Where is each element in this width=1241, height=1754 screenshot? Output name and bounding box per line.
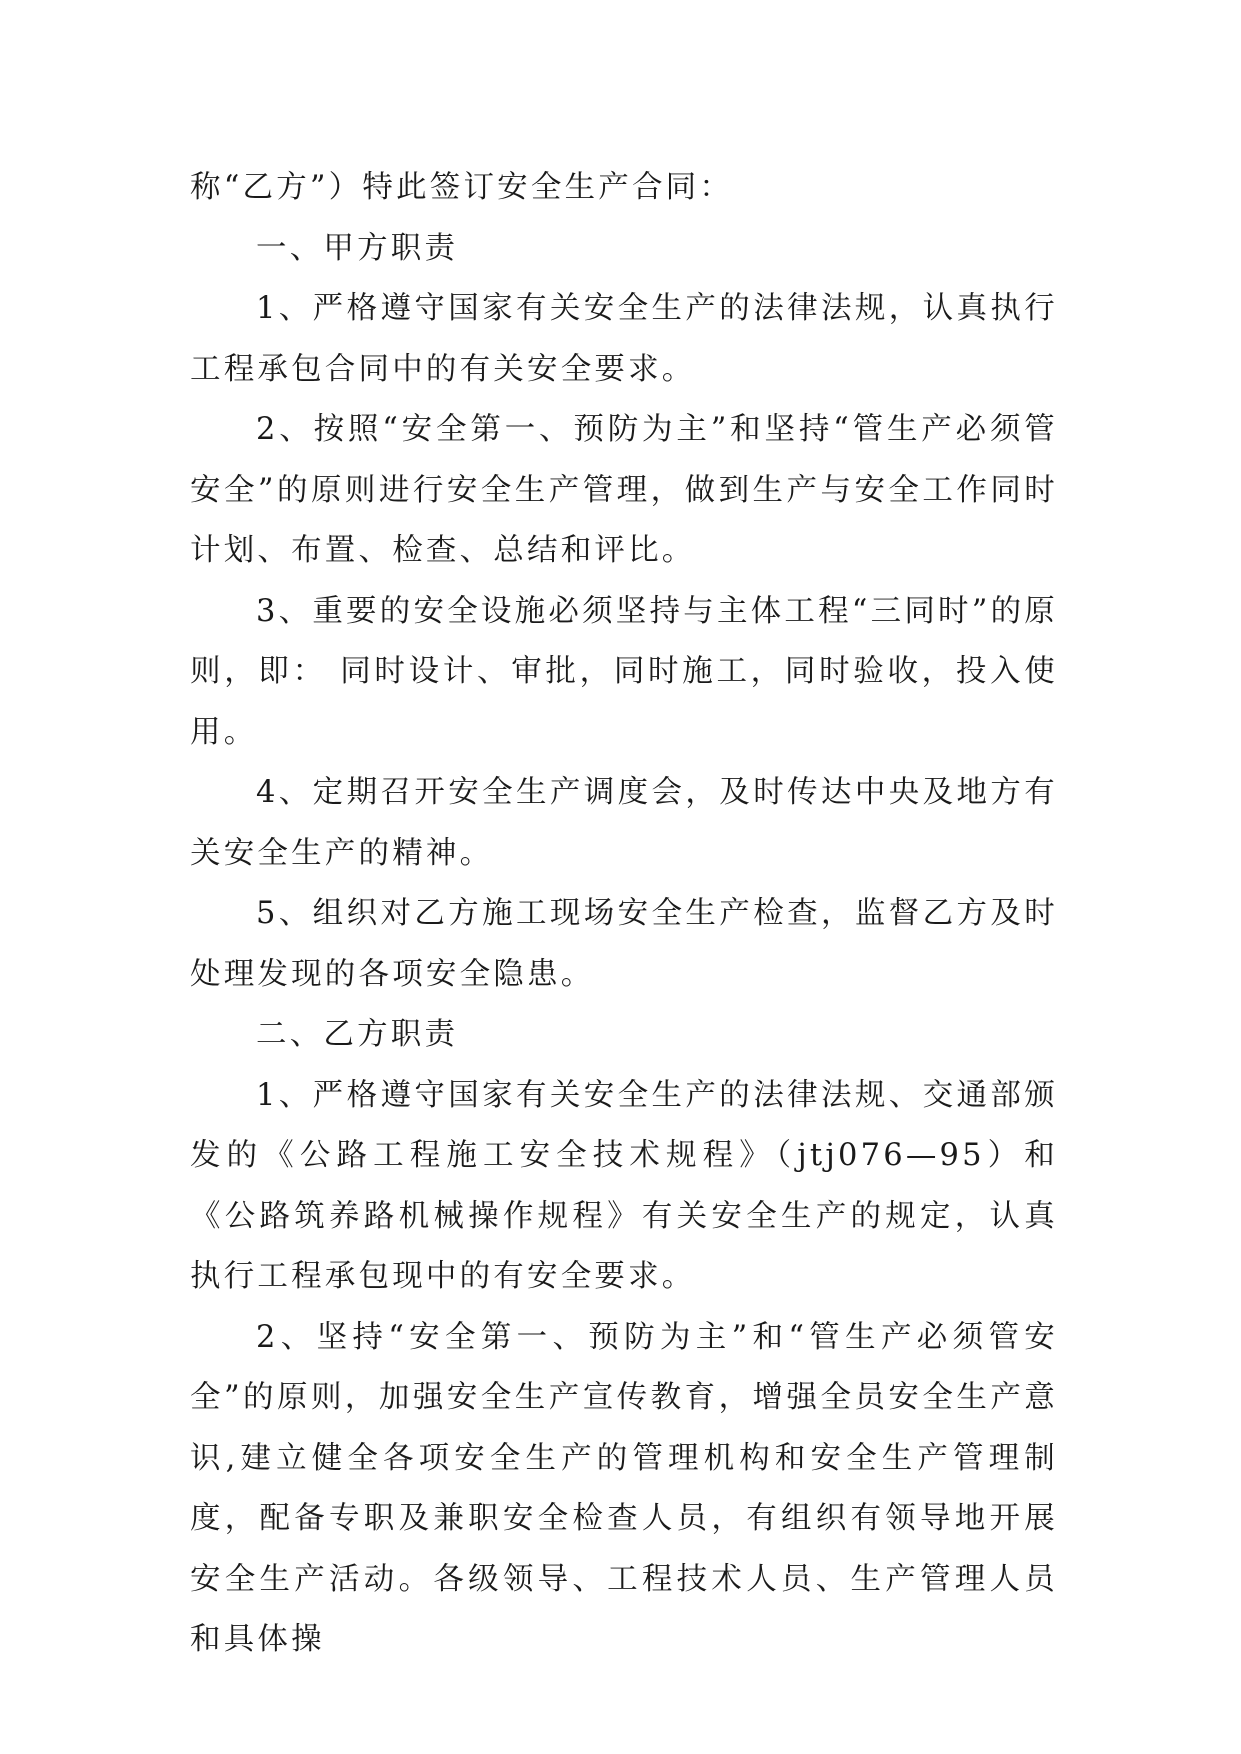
section-heading-party-b: 二、乙方职责: [256, 1017, 459, 1052]
party-a-item-1: 1、严格遵守国家有关安全生产的法律法规，认真执行工程承包合同中的有关安全要求。: [190, 291, 1058, 387]
party-b-item-2: 2、坚持“安全第一、预防为主”和“管生产必须管安全”的原则，加强安全生产宣传教育，增强全员安全生产意识,建立健全各项安全生产的管理机构和安全生产管理制度，配备专职及兼职安全检查人员，有组织有领导地开展安全生产活动。各级领导、工程技术人员、生产管理人员和具体操: [190, 1319, 1058, 1657]
party-a-item-4: 4、定期召开安全生产调度会，及时传达中央及地方有关安全生产的精神。: [190, 775, 1058, 871]
section-heading-party-a: 一、甲方职责: [256, 230, 459, 266]
party-a-item-2: 2、按照“安全第一、预防为主”和坚持“管生产必须管安全”的原则进行安全生产管理，做到生产与安全工作同时计划、布置、检查、总结和评比。: [190, 412, 1058, 568]
intro-paragraph: 称“乙方”）特此签订安全生产合同：: [190, 170, 734, 205]
party-a-item-3: 3、重要的安全设施必须坚持与主体工程“三同时”的原则，即： 同时设计、审批，同时施工，同时验收，投入使用。: [190, 593, 1058, 750]
party-a-item-5: 5、组织对乙方施工现场安全生产检查，监督乙方及时处理发现的各项安全隐患。: [190, 896, 1058, 992]
contract-text: [190, 158, 1058, 1671]
party-b-item-1: 1、严格遵守国家有关安全生产的法律法规、交通部颁发的《公路工程施工安全技术规程》（jtj076—95）和《公路筑养路机械操作规程》有关安全生产的规定，认真执行工程承包现中的有安全要求。: [190, 1077, 1058, 1294]
